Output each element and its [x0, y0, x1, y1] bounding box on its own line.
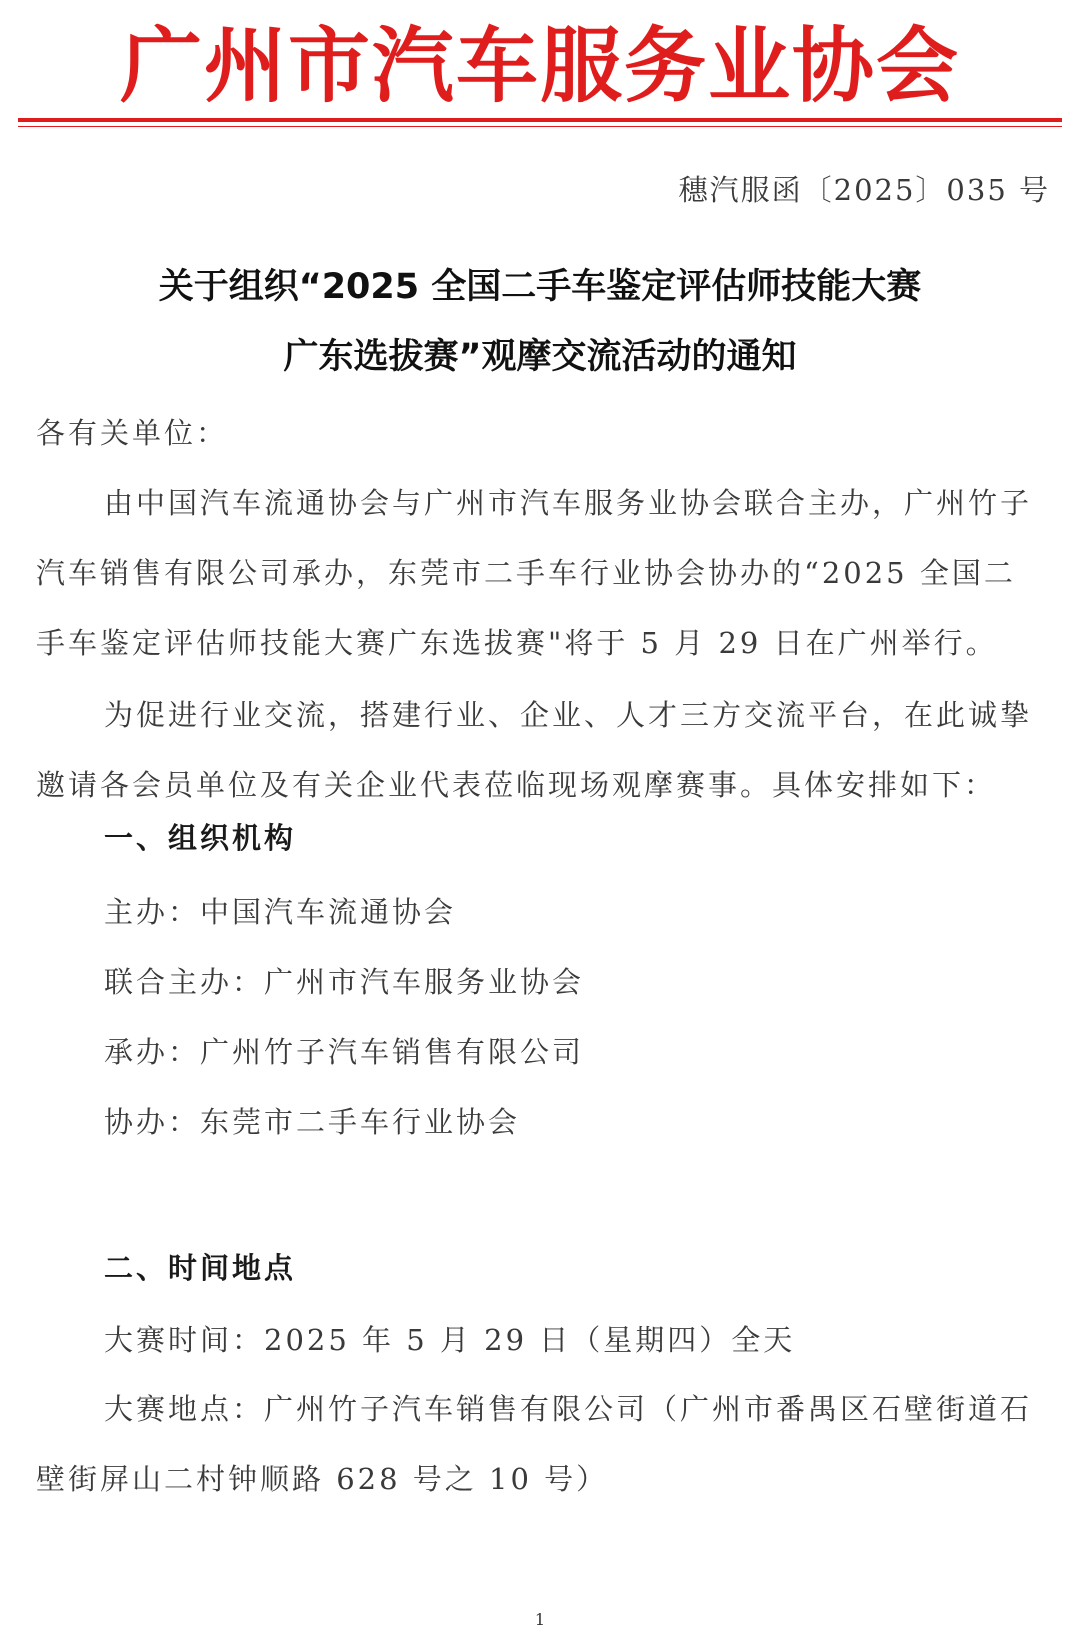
- paragraph-invitation: 为促进行业交流，搭建行业、企业、人才三方交流平台，在此诚挚邀请各会员单位及有关企业代表莅临现场观摩赛事。具体安排如下：: [36, 698, 1033, 802]
- event-venue: 大赛地点：广州竹子汽车销售有限公司（广州市番禺区石壁街道石壁街屏山二村钟顺路 628 号之 10 号）: [36, 1392, 1033, 1496]
- notice-title-line-1: 关于组织“2025 全国二手车鉴定评估师技能大赛: [158, 267, 922, 307]
- section-heading-organization: 一、组织机构: [104, 821, 297, 855]
- event-time: 大赛时间：2025 年 5 月 29 日（星期四）全天: [104, 1323, 796, 1357]
- organizer-co-host: 联合主办：广州市汽车服务业协会: [104, 965, 585, 999]
- organizer-host: 主办：中国汽车流通协会: [104, 895, 457, 929]
- document-number: 穗汽服函〔2025〕035 号: [678, 173, 1050, 207]
- letterhead-red-rule-thin: [18, 126, 1062, 127]
- notice-title: [0, 252, 1080, 392]
- organizer-assistant: 协办：东莞市二手车行业协会: [104, 1105, 521, 1139]
- organizer-undertaker: 承办：广州竹子汽车销售有限公司: [104, 1035, 585, 1069]
- letterhead-title: 广州市汽车服务业协会: [119, 18, 960, 114]
- letterhead-red-rule: [18, 118, 1062, 122]
- paragraph-intro: 由中国汽车流通协会与广州市汽车服务业协会联合主办，广州竹子汽车销售有限公司承办，东莞市二手车行业协会协办的“2025 全国二手车鉴定评估师技能大赛广东选拔赛"将于 5 月 29 日在广州举行。: [36, 486, 1033, 660]
- page-number: 1: [534, 1610, 546, 1629]
- salutation: 各有关单位：: [36, 416, 229, 450]
- section-heading-time-location: 二、时间地点: [104, 1251, 297, 1285]
- notice-title-line-2: 广东选拔赛”观摩交流活动的通知: [283, 337, 797, 377]
